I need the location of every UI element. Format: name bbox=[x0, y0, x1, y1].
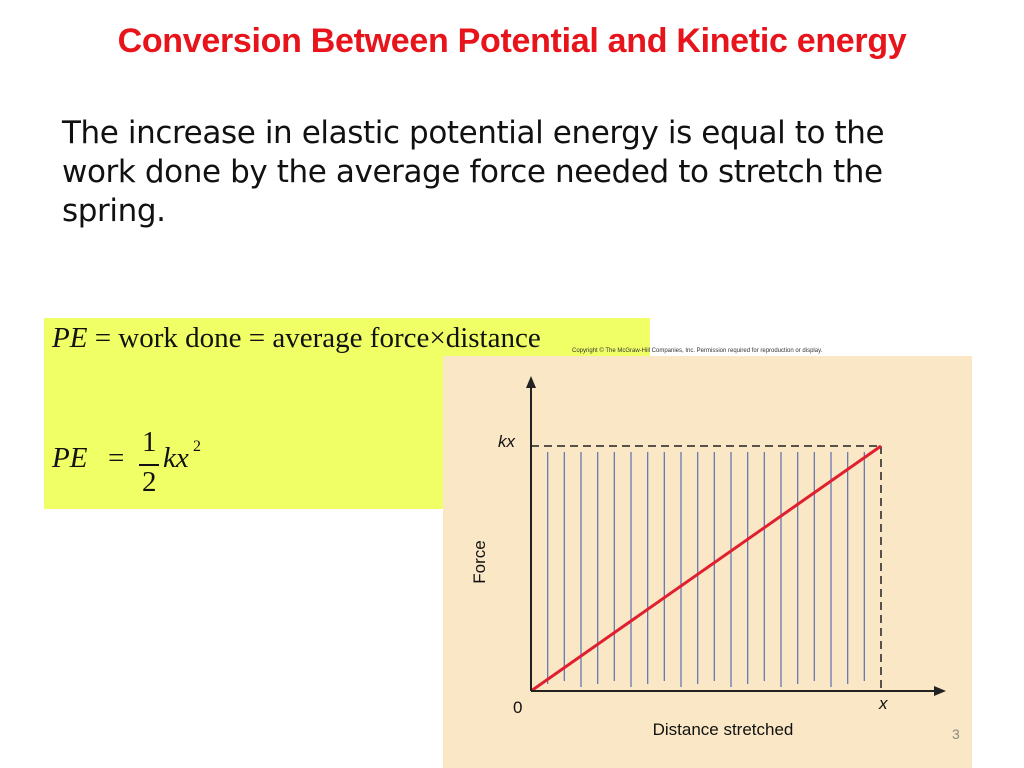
force-distance-graph bbox=[443, 356, 972, 768]
y-axis-label: Force bbox=[470, 540, 489, 584]
eq1-equals: = bbox=[94, 322, 112, 354]
y-tick-label: kx bbox=[498, 432, 515, 451]
eq2-term: kx bbox=[163, 442, 189, 474]
formula-pe-work bbox=[52, 322, 541, 355]
eq1-lhs: PE bbox=[52, 322, 88, 354]
origin-label: 0 bbox=[513, 698, 523, 717]
body-text: The increase in elastic potential energy is equal to the work done by the average force needed to stretch the spring. bbox=[62, 115, 885, 229]
page-number: 3 bbox=[952, 726, 960, 742]
eq1-times: × bbox=[429, 322, 446, 354]
x-axis-arrow bbox=[934, 686, 946, 696]
force-line bbox=[531, 446, 881, 691]
eq1-equals2: = bbox=[248, 322, 266, 354]
eq1-average-force: average force bbox=[272, 322, 430, 354]
slide-title: Conversion Between Potential and Kinetic energy bbox=[117, 22, 907, 60]
eq2-denominator: 2 bbox=[142, 466, 157, 498]
eq1-distance: distance bbox=[445, 322, 541, 354]
eq2-lhs: PE bbox=[52, 442, 88, 474]
x-axis-label: Distance stretched bbox=[652, 720, 794, 739]
y-axis-arrow bbox=[526, 376, 536, 388]
eq2-numerator: 1 bbox=[142, 426, 157, 458]
eq1-work-done: work done bbox=[118, 322, 242, 354]
x-tick-label: x bbox=[879, 694, 888, 713]
eq2-equals: = bbox=[108, 442, 125, 474]
eq2-exponent: 2 bbox=[193, 438, 201, 455]
copyright-notice: Copyright © The McGraw-Hill Companies, Inc. Permission required for reproduction or display. bbox=[572, 348, 823, 354]
